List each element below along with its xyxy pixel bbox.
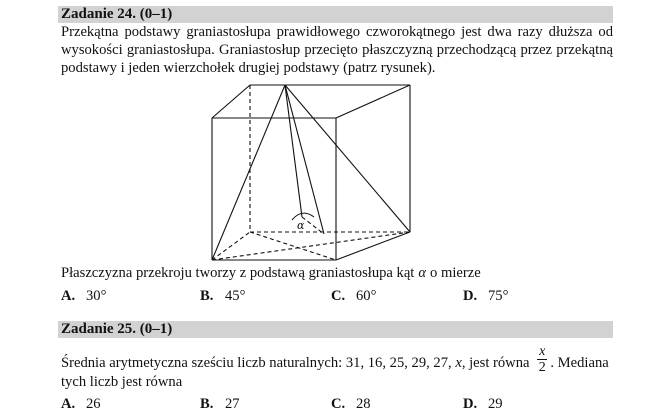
answer-value: 60° (356, 288, 377, 304)
answer-value: 45° (225, 288, 246, 304)
task24-answer-b[interactable] (200, 287, 245, 305)
fraction-x-over-2 (537, 344, 547, 375)
task25-answer-c[interactable] (331, 395, 371, 413)
task25-statement-line-2: tych liczb jest równa (61, 374, 183, 390)
prism-edge (212, 85, 250, 118)
task24-answers (61, 287, 613, 305)
answer-letter: A. (61, 288, 76, 304)
answer-letter: C. (331, 288, 346, 304)
task24-statement (61, 23, 613, 77)
task24-statement-line-3: podstawy i jeden wierzchołek drugiej podstawy (patrz rysunek). (61, 60, 436, 76)
task25-text: Średnia arytmetyczna sześciu liczb naturalnych: 31, 16, 25, 29, 27, (61, 354, 452, 371)
task24-statement-line-2: wysokości graniastosłupa. Graniastosłup przecięto płaszczyzną przechodzącą przez przekątną (61, 42, 613, 58)
answer-value: 30° (86, 288, 107, 304)
angle-alpha-label: α (297, 219, 305, 232)
answer-letter: A. (61, 396, 76, 412)
task25-text-middle: , jest równa (461, 354, 530, 371)
variable-x: x (455, 354, 462, 371)
task25-answer-b[interactable] (200, 395, 240, 413)
base-half-diagonal (250, 232, 336, 260)
task25-text-end: . Mediana (550, 354, 609, 371)
task24-header: Zadanie 24. (0–1) (58, 6, 613, 23)
prism-edge (336, 85, 410, 118)
section-edge (285, 85, 302, 217)
task25-header: Zadanie 25. (0–1) (58, 321, 613, 338)
task25-answer-d[interactable] (463, 395, 503, 413)
task24-question-text-end: o mierze (430, 265, 481, 281)
answer-value: 28 (356, 396, 371, 412)
task25-answers (61, 395, 613, 413)
prism-figure (200, 75, 425, 265)
answer-value: 29 (488, 396, 503, 412)
task24-statement-line-1: Przekątna podstawy graniastosłupa prawidłowego czworokątnego jest dwa razy dłuższa od (61, 24, 613, 40)
task24-answer-a[interactable] (61, 287, 106, 305)
fraction-denominator: 2 (538, 360, 546, 375)
answer-letter: B. (200, 396, 214, 412)
task24-answer-c[interactable] (331, 287, 376, 305)
alpha-symbol: α (418, 265, 427, 281)
task25-answer-a[interactable] (61, 395, 101, 413)
task24-question-text: Płaszczyzna przekroju tworzy z podstawą graniastosłupa kąt (61, 265, 415, 281)
prism-edge (336, 232, 410, 260)
answer-letter: C. (331, 396, 346, 412)
answer-letter: D. (463, 396, 478, 412)
answer-value: 27 (225, 396, 240, 412)
answer-value: 75° (488, 288, 509, 304)
answer-letter: B. (200, 288, 214, 304)
task24-question (61, 264, 481, 282)
task24-answer-d[interactable] (463, 287, 508, 305)
base-diagonal (212, 232, 410, 260)
answer-value: 26 (86, 396, 101, 412)
answer-letter: D. (463, 288, 478, 304)
fraction-numerator: x (539, 344, 546, 359)
